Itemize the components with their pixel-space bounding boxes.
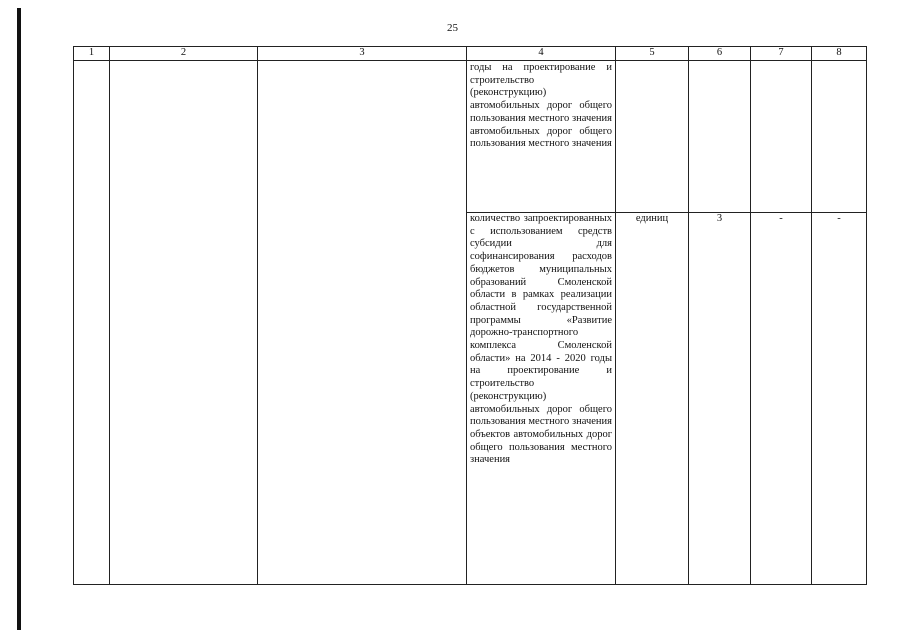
value-col8 xyxy=(812,61,867,213)
column-header-7: 7 xyxy=(751,47,812,61)
cell-col3 xyxy=(258,61,467,585)
unit-cell xyxy=(616,61,689,213)
value-col7 xyxy=(751,61,812,213)
column-header-6: 6 xyxy=(689,47,751,61)
indicator-description: количество запроектированных с использованием средств субсидии для софинансирования расходов бюджетов муниципальных образований Смоленской области в рамках реализации областной государственной программы «Развитие дорожно-транспортного комплекса Смоленской области» на 2014 - 2020 годы на проектирование и строительство (реконструкцию) автомобильных дорог общего пользования местного значения объектов автомобильных дорог общего пользования местного значения xyxy=(467,213,616,585)
column-header-5: 5 xyxy=(616,47,689,61)
table-row xyxy=(74,61,867,213)
value-col7: - xyxy=(751,213,812,585)
value-col6: 3 xyxy=(689,213,751,585)
value-col6 xyxy=(689,61,751,213)
column-header-1: 1 xyxy=(74,47,110,61)
page-margin-bar xyxy=(17,8,21,630)
value-col8: - xyxy=(812,213,867,585)
unit-cell: единиц xyxy=(616,213,689,585)
column-header-2: 2 xyxy=(110,47,258,61)
column-header-4: 4 xyxy=(467,47,616,61)
cell-col1 xyxy=(74,61,110,585)
indicator-description: годы на проектирование и строительство (реконструкцию) автомобильных дорог общего пользования местного значения автомобильных дорог общего пользования местного значения xyxy=(467,61,616,213)
table-header-row xyxy=(74,47,867,61)
column-header-8: 8 xyxy=(812,47,867,61)
cell-col2 xyxy=(110,61,258,585)
page-number: 25 xyxy=(447,22,458,34)
column-header-3: 3 xyxy=(258,47,467,61)
indicators-table xyxy=(73,46,867,585)
